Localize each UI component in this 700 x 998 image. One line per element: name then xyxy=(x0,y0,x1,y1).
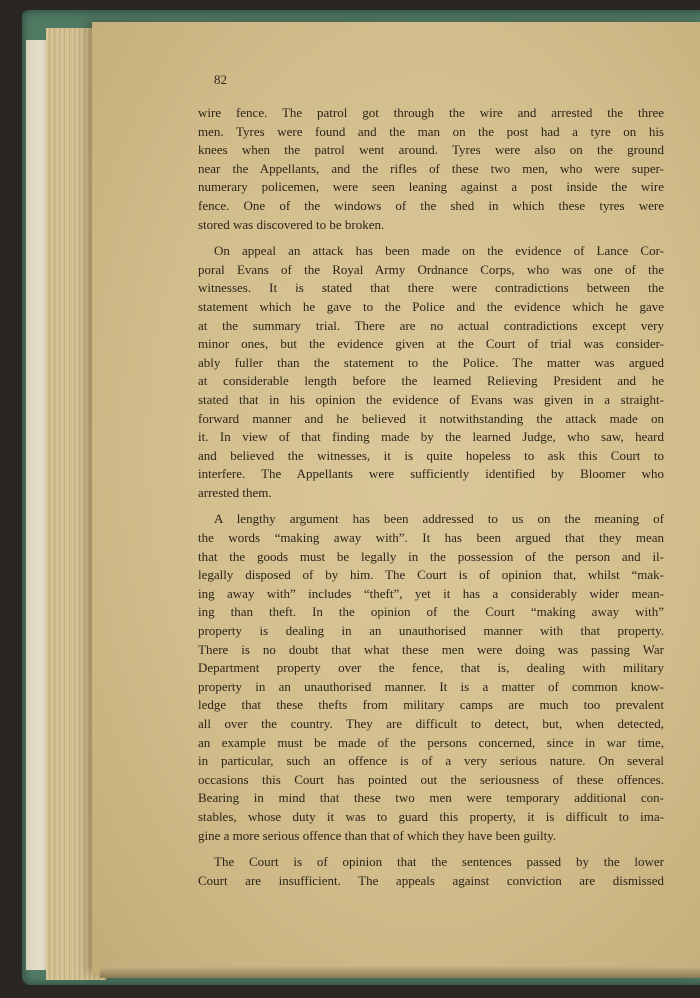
text-line: Bearing in mind that these two men were temporary additional con- xyxy=(198,790,664,806)
text-line: The Court is of opinion that the sentences passed by the lower xyxy=(214,854,664,870)
text-line: Court are insufficient. The appeals against conviction are dismissed xyxy=(198,872,664,888)
text-line: property in an unauthorised manner. It is a matter of common know- xyxy=(198,678,664,694)
text-line: the words “making away with”. It has been argued that they mean xyxy=(198,530,664,546)
text-line: stables, whose duty it was to guard this property, it is difficult to ima- xyxy=(198,808,664,824)
text-line: statement which he gave to the Police and the evidence which he gave xyxy=(198,298,664,314)
paragraph xyxy=(198,242,664,502)
text-line: men. Tyres were found and the man on the post had a tyre on his xyxy=(198,123,664,139)
text-line: numerary policemen, were seen leaning against a post inside the wire xyxy=(198,179,664,195)
text-line: occasions this Court has pointed out the seriousness of these offences. xyxy=(198,771,664,787)
text-line: gine a more serious offence than that of which they have been guilty. xyxy=(198,827,557,843)
text-line: Department property over the fence, that is, dealing with military xyxy=(198,660,664,676)
text-line: in particular, such an offence is of a very serious nature. On several xyxy=(198,753,664,769)
text-line: it. In view of that finding made by the learned Judge, who saw, heard xyxy=(198,429,664,445)
text-line: wire fence. The patrol got through the wire and arrested the three xyxy=(198,105,664,120)
text-line: knees when the patrol went around. Tyres were also on the ground xyxy=(198,142,664,158)
text-line: fence. One of the windows of the shed in which these tyres were xyxy=(198,197,664,213)
text-line: arrested them. xyxy=(198,484,272,500)
text-line: at the summary trial. There are no actual contradictions except very xyxy=(198,317,664,333)
text-line: On appeal an attack has been made on the evidence of Lance Cor- xyxy=(214,243,664,259)
text-line: minor ones, but the evidence given at the Court of trial was consider- xyxy=(198,336,664,352)
paragraph xyxy=(198,510,664,845)
text-line: ledge that these thefts from military camps are much too prevalent xyxy=(198,697,664,713)
text-line: legally disposed of by him. The Court is of opinion that, whilst “mak- xyxy=(198,567,664,583)
text-line: property is dealing in an unauthorised manner with that property. xyxy=(198,623,664,639)
text-line: There is no doubt that what these men were doing was passing War xyxy=(198,641,664,657)
text-line: that the goods must be legally in the possession of the person and il- xyxy=(198,548,664,564)
body-text xyxy=(198,104,664,898)
text-line: stated that in his opinion the evidence of Evans was given in a straight- xyxy=(198,391,664,407)
text-line: poral Evans of the Royal Army Ordnance Corps, who was one of the xyxy=(198,261,664,277)
text-line: all over the country. They are difficult to detect, but, when detected, xyxy=(198,716,664,731)
text-line: at considerable length before the learned Relieving President and he xyxy=(198,373,664,389)
text-line: witnesses. It is stated that there were contradictions between the xyxy=(198,280,664,296)
text-line: near the Appellants, and the rifles of these two men, who were super- xyxy=(198,160,664,176)
page-number: 82 xyxy=(214,72,227,87)
text-line: ing away with” includes “theft”, yet it has a considerably wider mean- xyxy=(198,585,664,601)
text-line: forward manner and he believed it notwithstanding the attack made on xyxy=(198,410,664,426)
text-line: ably fuller than the statement to the Police. The matter was argued xyxy=(198,354,664,370)
paragraph xyxy=(198,853,664,890)
page-bottom-edge xyxy=(100,966,700,978)
text-line: an example must be made of the persons concerned, since in war time, xyxy=(198,734,664,750)
text-line: ing than theft. In the opinion of the Court “making away with” xyxy=(198,604,664,620)
text-line: stored was discovered to be broken. xyxy=(198,216,385,232)
text-line: and believed the witnesses, it is quite hopeless to ask this Court to xyxy=(198,447,664,463)
text-line: A lengthy argument has been addressed to us on the meaning of xyxy=(214,511,664,527)
paragraph xyxy=(198,104,664,234)
text-line: interfere. The Appellants were sufficiently identified by Bloomer who xyxy=(198,466,664,482)
